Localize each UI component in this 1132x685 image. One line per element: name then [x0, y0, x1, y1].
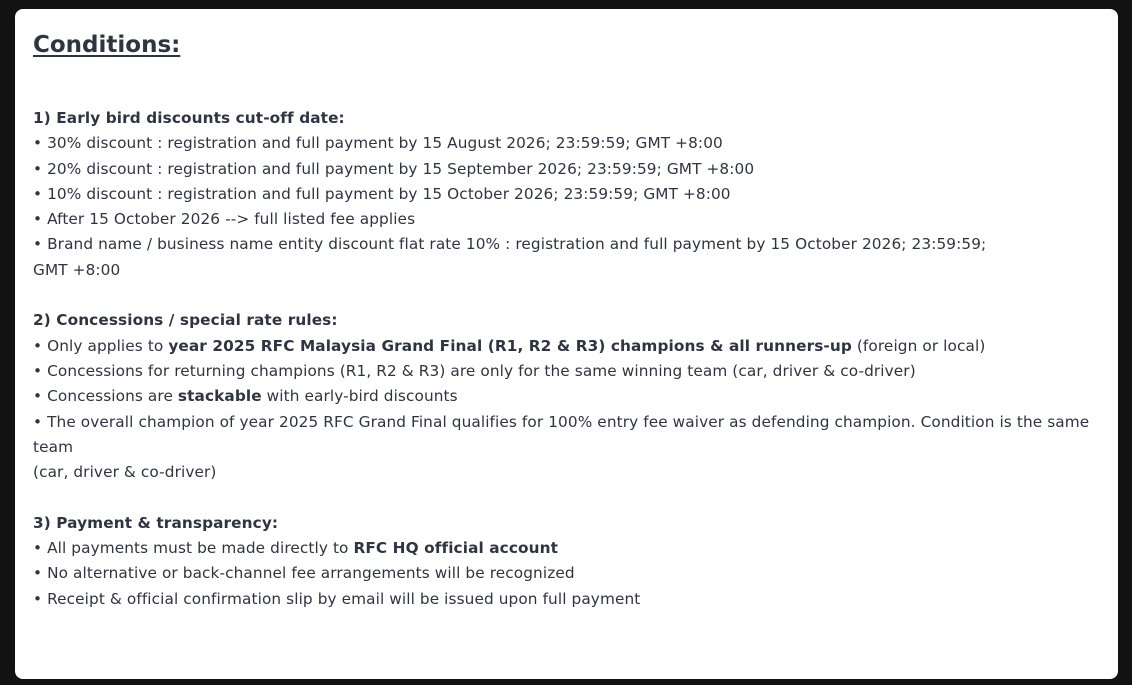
conditions-title: Conditions: — [33, 32, 181, 58]
list-item: • Receipt & official confirmation slip by email will be issued upon full payment — [33, 589, 641, 608]
list-item: • 20% discount : registration and full payment by 15 September 2026; 23:59:59; GMT +8:00 — [33, 159, 755, 178]
list-item: • Brand name / business name entity discount flat rate 10% : registration and full payment by 15 October 2026; 23:59:59; — [33, 235, 987, 254]
list-item: • No alternative or back-channel fee arrangements will be recognized — [33, 564, 575, 583]
section-concessions — [33, 308, 1100, 485]
list-item — [33, 536, 1100, 561]
item-text: (foreign or local) — [851, 336, 986, 355]
list-item: • 10% discount : registration and full payment by 15 October 2026; 23:59:59; GMT +8:00 — [33, 184, 731, 203]
list-item: • The overall champion of year 2025 RFC Grand Final qualifies for 100% entry fee waiver as defending champion. Condition is the same team — [33, 412, 1090, 456]
list-item — [33, 384, 1100, 409]
section-early-bird — [33, 106, 1100, 283]
item-text: • Only applies to — [33, 336, 169, 355]
conditions-card — [15, 9, 1118, 679]
section-payment — [33, 511, 1100, 612]
item-emphasis: stackable — [177, 387, 262, 406]
item-text: • Concessions are — [33, 387, 178, 406]
item-text: with early-bird discounts — [261, 387, 458, 406]
item-emphasis: RFC HQ official account — [353, 539, 559, 558]
section-heading: 3) Payment & transparency: — [33, 513, 279, 532]
list-item: • 30% discount : registration and full payment by 15 August 2026; 23:59:59; GMT +8:00 — [33, 134, 723, 153]
list-item — [33, 334, 1100, 359]
list-item: GMT +8:00 — [33, 260, 121, 279]
list-item: (car, driver & co-driver) — [33, 463, 217, 482]
section-heading: 1) Early bird discounts cut-off date: — [33, 109, 345, 127]
list-item: • Concessions for returning champions (R1, R2 & R3) are only for the same winning team (car, driver & co-driver) — [33, 361, 916, 380]
item-text: • All payments must be made directly to — [33, 539, 354, 558]
item-emphasis: year 2025 RFC Malaysia Grand Final (R1, R2 & R3) champions & all runners-up — [168, 336, 852, 355]
list-item: • After 15 October 2026 --> full listed fee applies — [33, 210, 416, 229]
section-heading: 2) Concessions / special rate rules: — [33, 311, 338, 330]
